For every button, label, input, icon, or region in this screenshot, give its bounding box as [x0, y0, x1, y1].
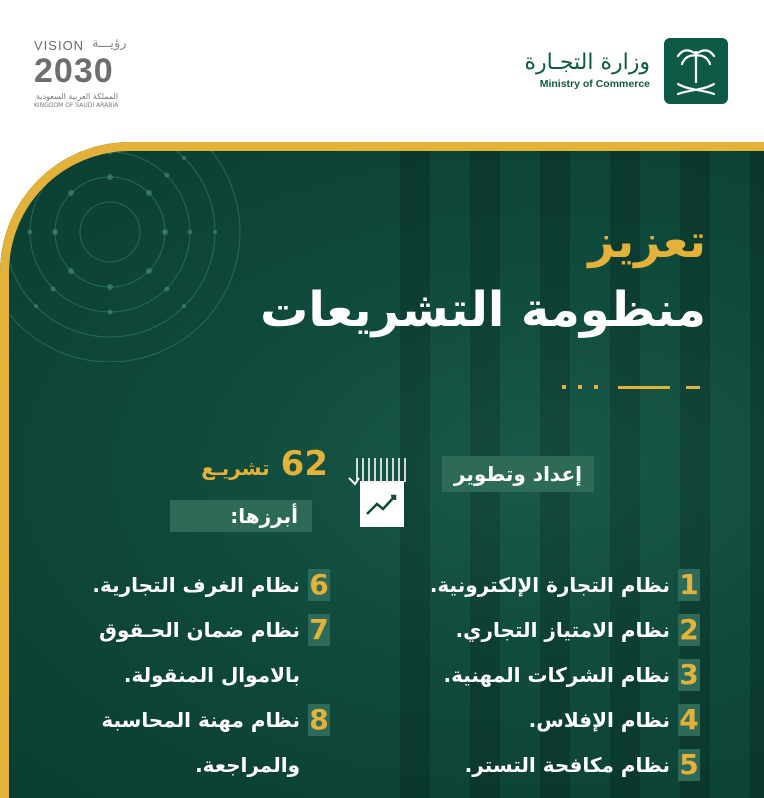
highlights-tag: أبرزها:: [170, 500, 312, 532]
legislation-count: [201, 444, 328, 484]
list-item: [30, 607, 330, 652]
item-text-continuation: بالاموال المنقولة.: [123, 662, 300, 687]
list-item: [390, 652, 700, 697]
list-item: [30, 562, 330, 607]
list-item: [390, 697, 700, 742]
document-growth-icon: [343, 454, 423, 534]
decorative-divider-icon: [562, 382, 702, 392]
item-number: 7: [309, 612, 329, 646]
ministry-name-ar: وزارة التجـارة: [524, 50, 650, 75]
list-item: [390, 562, 700, 607]
item-number: 6: [309, 567, 329, 601]
main-panel: [0, 142, 764, 798]
item-number: 5: [679, 747, 699, 781]
prep-tag: إعداد وتطوير: [442, 456, 594, 492]
title-line-2: منظومة التشريعات: [260, 282, 706, 338]
count-number: 62: [280, 444, 328, 484]
vision-2030-logo: [34, 38, 134, 110]
legislation-list-left: [30, 562, 330, 787]
item-text: نظام مهنة المحاسبة: [101, 707, 300, 732]
item-number: 2: [679, 612, 699, 646]
item-number: 3: [679, 657, 699, 691]
kingdom-label: KINGDOM OF SAUDI ARABIA: [34, 102, 119, 109]
item-text: نظام مكافحة التستر.: [464, 752, 670, 777]
list-item: [390, 742, 700, 787]
item-text: نظام الغرف التجارية.: [92, 572, 300, 597]
item-number: 8: [309, 702, 329, 736]
item-text: نظام الشركات المهنية.: [443, 662, 670, 687]
header: [0, 0, 764, 148]
title-line-1: تعزيز: [588, 214, 706, 268]
item-text: نظام التجارة الإلكترونية.: [429, 572, 670, 597]
vision-label: VISION: [34, 38, 85, 53]
item-text: نظام ضمان الحـقوق: [99, 617, 300, 642]
item-number: 1: [679, 567, 699, 601]
list-item-continuation: [30, 652, 330, 697]
list-item: [30, 697, 330, 742]
item-text: نظام الامتياز التجاري.: [455, 617, 670, 642]
item-text-continuation: والمراجعة.: [195, 752, 300, 777]
list-item-continuation: [30, 742, 330, 787]
kingdom-label-ar: المملكة العربية السعودية: [36, 92, 119, 101]
vision-year: 2030: [34, 52, 114, 90]
item-text: نظام الإفلاس.: [528, 707, 670, 732]
item-number: 4: [679, 702, 699, 736]
ministry-name-en: Ministry of Commerce: [539, 78, 650, 90]
vision-label-ar: رؤيـــة: [92, 36, 127, 51]
palm-swords-emblem-icon: [664, 38, 728, 104]
legislation-list-right: [390, 562, 700, 787]
count-label: تشريـع: [201, 456, 270, 480]
geometric-pattern-icon: [0, 142, 280, 362]
list-item: [390, 607, 700, 652]
